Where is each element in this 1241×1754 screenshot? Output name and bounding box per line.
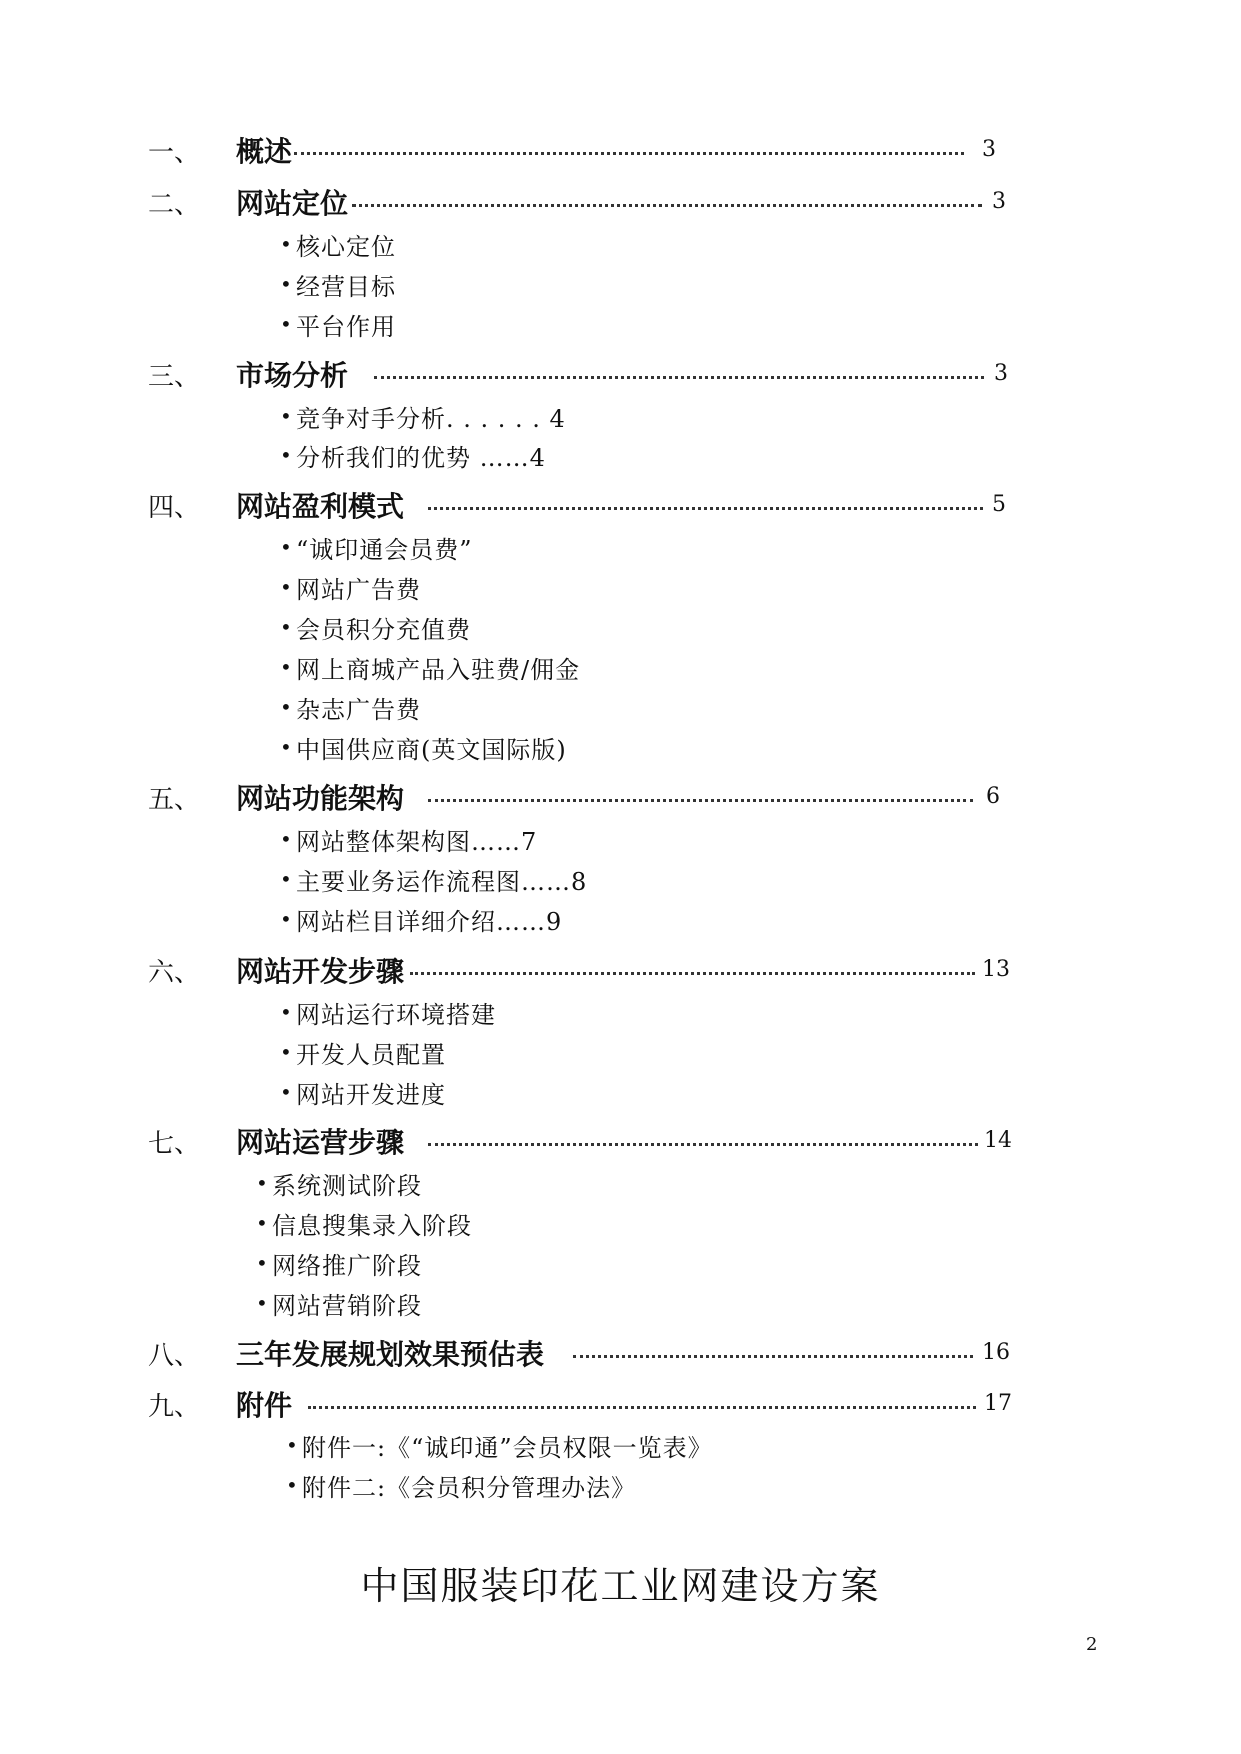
bullet-icon: •	[280, 827, 293, 851]
section-number: 三、	[148, 361, 201, 392]
bullet-icon: •	[286, 1433, 299, 1457]
bullet-icon: •	[286, 1473, 299, 1497]
item-text: 核心定位	[296, 232, 396, 261]
bullet-icon: •	[280, 867, 293, 891]
section-title: 网站运营步骤	[236, 1126, 405, 1159]
bullet-icon: •	[256, 1211, 269, 1235]
section-page: 13	[982, 957, 1010, 982]
section-title: 网站盈利模式	[236, 490, 405, 523]
bullet-icon: •	[280, 312, 293, 336]
bullet-icon: •	[280, 735, 293, 759]
item-text: 网站整体架构图……7	[296, 827, 538, 856]
toc-item	[256, 1246, 422, 1280]
toc-section-4	[148, 485, 1006, 525]
item-text: 主要业务运作流程图……8	[296, 867, 588, 896]
section-page: 14	[984, 1128, 1012, 1153]
toc-item	[280, 438, 546, 472]
item-text: 系统测试阶段	[272, 1171, 422, 1200]
toc-section-6	[148, 950, 1010, 990]
item-text: 开发人员配置	[296, 1040, 446, 1069]
section-title: 市场分析	[236, 359, 349, 392]
dot-leader	[428, 1143, 978, 1146]
dot-leader	[308, 1406, 976, 1409]
section-number: 一、	[148, 137, 201, 168]
toc-section-9	[148, 1384, 1012, 1424]
toc-section-2	[148, 182, 1006, 222]
toc-item	[280, 995, 496, 1029]
toc-item	[280, 822, 537, 856]
toc-item	[280, 530, 473, 564]
section-number: 七、	[148, 1128, 201, 1159]
item-text: 分析我们的优势 ……4	[296, 443, 546, 472]
bullet-icon: •	[280, 1080, 293, 1104]
bullet-icon: •	[280, 232, 293, 256]
section-title: 网站功能架构	[236, 782, 405, 815]
toc-item	[280, 227, 396, 261]
section-number: 八、	[148, 1340, 201, 1371]
section-title: 概述	[236, 135, 293, 168]
toc-item	[280, 610, 471, 644]
item-text: 平台作用	[296, 312, 396, 341]
section-title: 三年发展规划效果预估表	[236, 1338, 545, 1371]
bullet-icon: •	[256, 1291, 269, 1315]
toc-item	[286, 1468, 636, 1502]
bullet-icon: •	[280, 575, 293, 599]
page-number: 2	[1086, 1634, 1098, 1655]
toc-item	[256, 1286, 422, 1320]
bullet-icon: •	[280, 535, 293, 559]
section-page: 17	[984, 1391, 1012, 1416]
dot-leader	[428, 799, 973, 802]
item-text: 网站开发进度	[296, 1080, 446, 1109]
item-text: 会员积分充值费	[296, 615, 471, 644]
toc-item	[280, 690, 421, 724]
bullet-icon: •	[280, 907, 293, 931]
section-title: 附件	[236, 1389, 293, 1422]
toc-item	[280, 570, 421, 604]
item-text: 网站广告费	[296, 575, 421, 604]
bullet-icon: •	[280, 695, 293, 719]
item-text: 附件二:《会员积分管理办法》	[302, 1473, 637, 1502]
dot-leader	[294, 152, 964, 155]
bullet-icon: •	[280, 1000, 293, 1024]
section-number: 五、	[148, 784, 201, 815]
item-text: 杂志广告费	[296, 695, 421, 724]
item-text: 网站营销阶段	[272, 1291, 422, 1320]
bullet-icon: •	[256, 1171, 269, 1195]
bullet-icon: •	[280, 404, 293, 428]
item-text: 网站栏目详细介绍……9	[296, 907, 563, 936]
toc-section-7	[148, 1121, 1012, 1161]
bullet-icon: •	[280, 1040, 293, 1064]
item-text: 附件一:《“诚印通”会员权限一览表》	[302, 1433, 713, 1462]
item-text: 经营目标	[296, 272, 396, 301]
section-page: 16	[982, 1340, 1010, 1365]
dot-leader	[428, 507, 983, 510]
toc-item	[280, 730, 567, 764]
document-headline: 中国服装印花工业网建设方案	[360, 1564, 881, 1608]
section-title: 网站开发步骤	[236, 955, 405, 988]
toc-item	[280, 1035, 446, 1069]
bullet-icon: •	[256, 1251, 269, 1275]
toc-item	[286, 1428, 713, 1462]
bullet-icon: •	[280, 655, 293, 679]
section-page: 6	[986, 784, 1000, 809]
section-title: 网站定位	[236, 187, 349, 220]
toc-item	[256, 1166, 422, 1200]
section-page: 5	[992, 492, 1006, 517]
dot-leader	[573, 1355, 973, 1358]
section-number: 六、	[148, 957, 201, 988]
toc-item	[280, 902, 562, 936]
toc-item	[280, 862, 587, 896]
section-number: 二、	[148, 189, 201, 220]
toc-item	[280, 307, 396, 341]
toc-section-3	[148, 354, 1008, 394]
section-page: 3	[994, 361, 1008, 386]
toc-item	[256, 1206, 472, 1240]
item-text: 网上商城产品入驻费/佣金	[296, 655, 581, 684]
bullet-icon: •	[280, 443, 293, 467]
toc-section-5	[148, 777, 1000, 817]
bullet-icon: •	[280, 615, 293, 639]
section-page: 3	[982, 137, 996, 162]
item-text: “诚印通会员费”	[296, 535, 473, 564]
item-text: 网站运行环境搭建	[296, 1000, 496, 1029]
item-text: 网络推广阶段	[272, 1251, 422, 1280]
section-number: 四、	[148, 492, 201, 523]
item-text: 信息搜集录入阶段	[272, 1211, 472, 1240]
toc-section-8	[148, 1333, 1010, 1373]
dot-leader	[410, 972, 975, 975]
dot-leader	[352, 204, 982, 207]
dot-leader	[374, 376, 984, 379]
section-number: 九、	[148, 1391, 201, 1422]
toc-item	[280, 267, 396, 301]
item-text: 竞争对手分析. . . . . . 4	[296, 404, 566, 433]
bullet-icon: •	[280, 272, 293, 296]
toc-item	[280, 399, 566, 433]
toc-section-1	[148, 130, 996, 170]
toc-item	[280, 650, 580, 684]
item-text: 中国供应商(英文国际版)	[296, 735, 567, 764]
section-page: 3	[992, 189, 1006, 214]
toc-item	[280, 1075, 446, 1109]
